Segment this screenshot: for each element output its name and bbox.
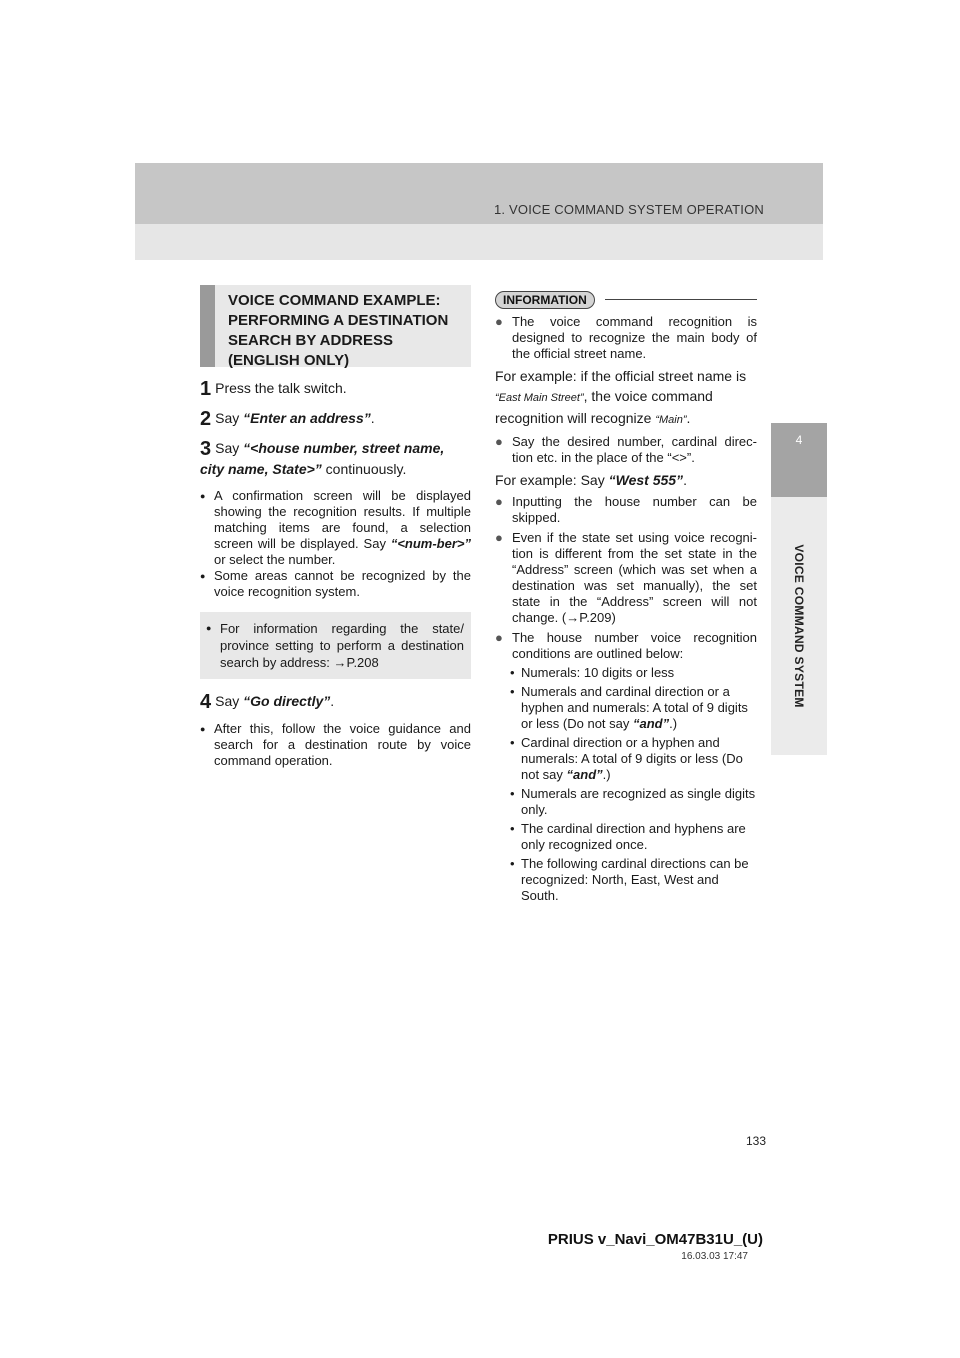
step-2: [200, 408, 471, 429]
sub-list-item: [510, 665, 757, 681]
list-item: [206, 620, 464, 671]
sub-list-item: [510, 786, 757, 818]
header-subband: [135, 224, 823, 260]
page-number: 133: [746, 1134, 767, 1148]
example-part: , the voice command recognition will recognize: [495, 388, 713, 426]
voice-command: “West 555”: [608, 472, 684, 488]
sub-text: Numerals are recognized as single digits only.: [521, 786, 756, 817]
step-number: 3: [200, 438, 212, 460]
sub-text-end: .): [669, 716, 678, 731]
document-id: PRIUS v_Navi_OM47B31U_(U): [547, 1231, 763, 1248]
sub-text: The cardinal direction and hyphens are only recognized once.: [521, 821, 746, 852]
example-part: For example: if the official street name is: [495, 368, 747, 384]
voice-command: “Go directly”: [243, 693, 331, 709]
section-title-bar: [200, 285, 215, 367]
document-date: 16.03.03 17:47: [681, 1251, 748, 1262]
list-item: [495, 630, 757, 662]
reference-text: For information regarding the state/ province setting to perform a destination search by address: →P.208: [220, 621, 464, 670]
step-text: Say: [215, 693, 244, 709]
example-part: .: [686, 410, 691, 426]
sub-list-item: [510, 684, 757, 732]
sub-list-item: [510, 735, 757, 783]
step-text: Say: [215, 410, 244, 426]
chapter-number: 4: [795, 433, 803, 447]
voice-command: “<house number, street name, city name, State>”: [200, 440, 445, 477]
side-tab-number: [771, 423, 827, 497]
list-item: [200, 721, 471, 769]
list-item: [495, 494, 757, 526]
info-text: Say the desired number, cardinal direc-tion etc. in the place of the “<>”.: [512, 434, 757, 465]
example-recognized: “Main”: [655, 414, 687, 426]
example-text: [495, 470, 757, 490]
info-text: The voice command recognition is designed to recognize the main body of the official street name.: [512, 314, 757, 361]
bullet-text: Some areas cannot be recognized by the voice recognition system.: [214, 568, 471, 599]
example-text: [495, 366, 757, 430]
info-text: The house number voice recognition conditions are outlined below:: [512, 630, 757, 661]
sub-text-end: .): [602, 767, 611, 782]
list-item: [495, 530, 757, 626]
voice-command: “and”: [566, 767, 603, 782]
step-text: Press the talk switch.: [215, 380, 347, 396]
information-label: INFORMATION: [495, 291, 595, 309]
information-rule: [605, 299, 757, 310]
section-title: VOICE COMMAND EXAMPLE: PERFORMING A DESTINATION SEARCH BY ADDRESS (ENGLISH ONLY): [228, 292, 449, 369]
list-item: [495, 314, 757, 362]
sub-list-item: [510, 856, 757, 904]
bullet-text: After this, follow the voice guidance and search for a destination route by voice command operation.: [214, 721, 471, 768]
sub-text: Cardinal direction or a hyphen and numerals: A total of 9 digits or less (Do not say: [521, 735, 743, 782]
step-text-end: .: [330, 693, 335, 709]
voice-command: “<num-ber>”: [390, 536, 471, 551]
bullet-text-end: or select the number.: [214, 552, 336, 567]
list-item: [200, 488, 471, 568]
step-number: 2: [200, 408, 212, 430]
step-number: 1: [200, 378, 212, 400]
sub-text: The following cardinal directions can be recognized: North, East, West and South.: [521, 856, 749, 903]
header-title: 1. VOICE COMMAND SYSTEM OPERATION: [493, 202, 764, 217]
step-number: 4: [200, 691, 212, 713]
example-street: “East Main Street”: [495, 392, 584, 404]
section-title-box: [200, 285, 471, 367]
example-part: .: [683, 472, 687, 488]
information-column: [495, 291, 757, 904]
step-text-end: continuously.: [321, 461, 407, 477]
step-1: [200, 378, 471, 399]
step-text: Say: [215, 440, 244, 456]
list-item: [495, 434, 757, 466]
sub-text: Numerals and cardinal direction or a hyphen and numerals: A total of 9 digits or less (Do not say: [521, 684, 748, 731]
bullet-text: A confirmation screen will be displayed showing the recognition results. If multiple matching items are found, a selection screen will be displayed. Say: [214, 488, 471, 551]
reference-box: [200, 612, 471, 679]
step-3: [200, 438, 471, 479]
list-item: [200, 568, 471, 600]
step-text-end: .: [370, 410, 375, 426]
side-tab-label: VOICE COMMAND SYSTEM: [792, 544, 806, 708]
info-text: Even if the state set using voice recogni-tion is different from the set state in the “Address” screen (which was set when a destination was set manually), the set state in the “Address” screen will not change. (→P.209): [512, 530, 757, 625]
left-column: [200, 378, 471, 769]
info-text: Inputting the house number can be skipped.: [512, 494, 757, 525]
sub-text: Numerals: 10 digits or less: [521, 665, 675, 680]
example-part: For example: Say: [495, 472, 609, 488]
voice-command: “Enter an address”: [243, 410, 371, 426]
sub-list-item: [510, 821, 757, 853]
voice-command: “and”: [633, 716, 670, 731]
step-4: [200, 691, 471, 712]
